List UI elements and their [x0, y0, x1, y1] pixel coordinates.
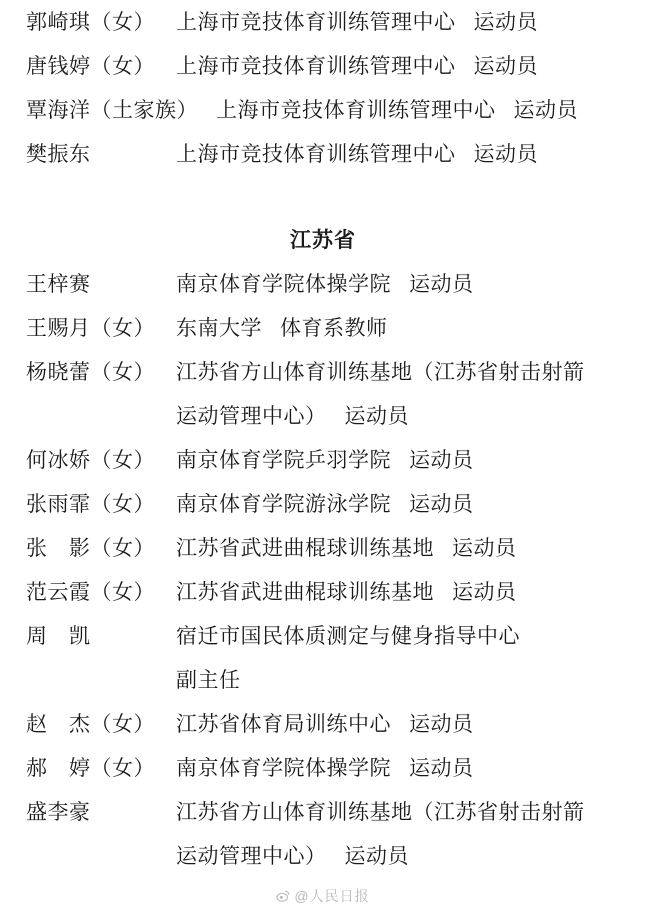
list-item-continuation	[26, 658, 620, 702]
person-detail	[216, 88, 620, 132]
person-name: 杨晓蕾（女）	[26, 360, 155, 384]
organization: 江苏省武进曲棍球训练基地	[176, 536, 434, 560]
role: 运动员	[344, 404, 409, 428]
organization: 江苏省方山体育训练基地（江苏省射击射箭	[176, 800, 585, 824]
role: 体育系教师	[280, 316, 388, 340]
position-title: 副主任	[176, 668, 241, 692]
person-detail	[176, 262, 620, 306]
person-detail	[176, 0, 620, 44]
section-entry-list	[26, 262, 620, 878]
role: 运动员	[452, 580, 517, 604]
person-name: 赵 杰（女）	[26, 712, 155, 736]
person-detail	[176, 526, 620, 570]
organization: 上海市竞技体育训练管理中心	[176, 54, 456, 78]
weibo-icon	[276, 889, 290, 906]
person-name: 盛李豪	[26, 800, 91, 824]
list-item	[26, 526, 620, 570]
role: 运动员	[409, 492, 474, 516]
person-name: 郝 婷（女）	[26, 756, 155, 780]
organization: 上海市竞技体育训练管理中心	[176, 142, 456, 166]
role: 运动员	[344, 844, 409, 868]
section-spacer	[26, 176, 620, 218]
list-item	[26, 790, 620, 834]
list-item	[26, 746, 620, 790]
list-item	[26, 438, 620, 482]
list-item	[26, 0, 620, 44]
organization: 宿迁市国民体质测定与健身指导中心	[176, 624, 520, 648]
role: 运动员	[473, 10, 538, 34]
person-detail	[176, 570, 620, 614]
organization: 江苏省武进曲棍球训练基地	[176, 580, 434, 604]
list-item	[26, 306, 620, 350]
person-detail	[176, 306, 620, 350]
person-detail	[176, 350, 620, 394]
section-heading: 江苏省	[290, 228, 356, 252]
organization: 上海市竞技体育训练管理中心	[176, 10, 456, 34]
person-name: 周 凯	[26, 624, 91, 648]
list-item	[26, 132, 620, 176]
list-item	[26, 350, 620, 394]
person-detail	[176, 132, 620, 176]
list-item-continuation	[26, 834, 620, 878]
organization: 南京体育学院体操学院	[176, 756, 391, 780]
person-detail	[176, 44, 620, 88]
role: 运动员	[513, 98, 578, 122]
top-entry-list	[26, 0, 620, 176]
list-item	[26, 482, 620, 526]
list-item	[26, 614, 620, 658]
person-name: 张雨霏（女）	[26, 492, 155, 516]
person-name: 范云霞（女）	[26, 580, 155, 604]
organization: 江苏省体育局训练中心	[176, 712, 391, 736]
role: 运动员	[409, 756, 474, 780]
watermark-label: @人民日报	[294, 888, 370, 904]
list-item	[26, 570, 620, 614]
list-item	[26, 44, 620, 88]
person-name: 王梓赛	[26, 272, 91, 296]
list-item	[26, 262, 620, 306]
organization: 南京体育学院游泳学院	[176, 492, 391, 516]
organization: 上海市竞技体育训练管理中心	[216, 98, 496, 122]
role: 运动员	[473, 142, 538, 166]
person-name: 王赐月（女）	[26, 316, 155, 340]
organization: 南京体育学院乒羽学院	[176, 448, 391, 472]
person-name: 樊振东	[26, 142, 91, 166]
person-name: 覃海洋（土家族）	[26, 98, 198, 122]
person-name: 张 影（女）	[26, 536, 155, 560]
organization-continued: 运动管理中心）	[176, 404, 327, 428]
role: 运动员	[409, 448, 474, 472]
list-item	[26, 702, 620, 746]
role: 运动员	[409, 712, 474, 736]
person-name: 何冰娇（女）	[26, 448, 155, 472]
person-detail	[176, 438, 620, 482]
role: 运动员	[409, 272, 474, 296]
organization: 东南大学	[176, 316, 262, 340]
watermark	[0, 886, 646, 906]
list-item-continuation	[26, 394, 620, 438]
organization: 江苏省方山体育训练基地（江苏省射击射箭	[176, 360, 585, 384]
person-detail	[176, 790, 620, 834]
organization: 南京体育学院体操学院	[176, 272, 391, 296]
person-detail	[176, 614, 620, 658]
list-item	[26, 88, 620, 132]
person-name: 唐钱婷（女）	[26, 54, 155, 78]
organization-continued: 运动管理中心）	[176, 844, 327, 868]
person-detail	[176, 746, 620, 790]
person-name: 郭崎琪（女）	[26, 10, 155, 34]
role: 运动员	[473, 54, 538, 78]
role: 运动员	[452, 536, 517, 560]
person-detail	[176, 702, 620, 746]
person-detail	[176, 482, 620, 526]
